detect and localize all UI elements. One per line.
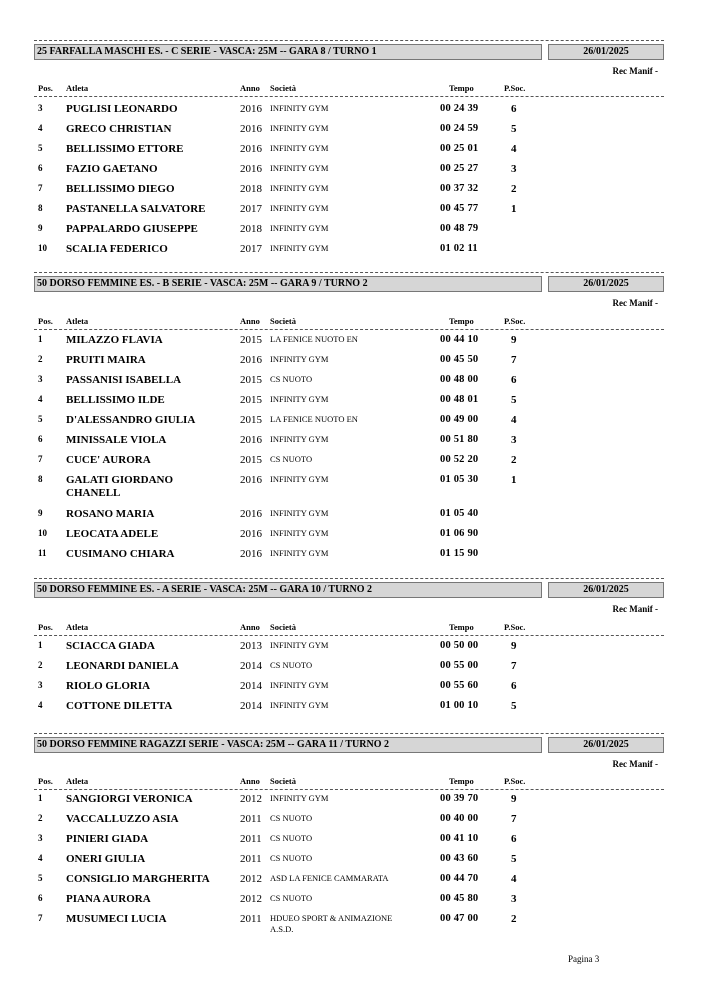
birth-year: 2015 [240,454,262,466]
pos: 7 [38,454,43,464]
time: 00 24 39 [440,103,479,114]
athlete-name: VACCALLUZZO ASIA [66,813,179,825]
athlete-name: SCIACCA GIADA [66,640,155,652]
points: 7 [511,660,517,672]
col-psoc: P.Soc. [504,622,526,632]
club: INFINITY GYM [270,183,329,193]
time: 00 47 00 [440,913,479,924]
birth-year: 2012 [240,793,262,805]
birth-year: 2014 [240,700,262,712]
club: LA FENICE NUOTO EN [270,334,358,344]
time: 00 50 00 [440,640,479,651]
birth-year: 2011 [240,853,262,865]
pos: 1 [38,793,43,803]
points: 2 [511,913,517,925]
club: INFINITY GYM [270,640,329,650]
rec-manif: Rec Manif - [612,759,658,769]
points: 6 [511,680,517,692]
page-number: Pagina 3 [568,954,600,964]
athlete-name: SANGIORGI VERONICA [66,793,193,805]
birth-year: 2015 [240,394,262,406]
athlete-name: MILAZZO FLAVIA [66,334,163,346]
points: 5 [511,700,517,712]
birth-year: 2016 [240,143,262,155]
col-tempo: Tempo [449,776,474,786]
birth-year: 2018 [240,223,262,235]
pos: 7 [38,183,43,193]
time: 00 40 00 [440,813,479,824]
birth-year: 2016 [240,548,262,560]
pos: 6 [38,893,43,903]
athlete-name: ROSANO MARIA [66,508,155,520]
time: 00 24 59 [440,123,479,134]
col-tempo: Tempo [449,316,474,326]
divider [34,578,664,579]
event-date: 26/01/2025 [548,737,664,753]
athlete-name: FAZIO GAETANO [66,163,158,175]
event-title: 50 DORSO FEMMINE RAGAZZI SERIE - VASCA: 25M -- GARA 11 / TURNO 2 [34,737,542,753]
athlete-name: BELLISSIMO ILDE [66,394,165,406]
points: 4 [511,873,517,885]
col-pos: Pos. [38,622,53,632]
points: 5 [511,123,517,135]
club: INFINITY GYM [270,434,329,444]
birth-year: 2016 [240,163,262,175]
pos: 1 [38,640,43,650]
club: INFINITY GYM [270,203,329,213]
pos: 3 [38,833,43,843]
club: HDUEO SPORT & ANIMAZIONE A.S.D. [270,913,393,934]
points: 3 [511,163,517,175]
club: INFINITY GYM [270,508,329,518]
event-date: 26/01/2025 [548,582,664,598]
pos: 6 [38,163,43,173]
birth-year: 2016 [240,508,262,520]
athlete-name: PASTANELLA SALVATORE [66,203,206,215]
time: 00 25 01 [440,143,479,154]
athlete-name: ONERI GIULIA [66,853,146,865]
col-pos: Pos. [38,316,53,326]
rec-manif: Rec Manif - [612,604,658,614]
col-anno: Anno [240,622,260,632]
time: 00 55 60 [440,680,479,691]
pos: 3 [38,374,43,384]
time: 00 51 80 [440,434,479,445]
athlete-name: D'ALESSANDRO GIULIA [66,414,196,426]
club: CS NUOTO [270,893,313,903]
time: 00 43 60 [440,853,479,864]
pos: 11 [38,548,47,558]
points: 2 [511,183,517,195]
time: 00 37 32 [440,183,479,194]
points: 4 [511,414,517,426]
divider [34,272,664,273]
event-date: 26/01/2025 [548,276,664,292]
col-atleta: Atleta [66,316,89,326]
athlete-name: COTTONE DILETTA [66,700,173,712]
col-pos: Pos. [38,83,53,93]
points: 9 [511,793,517,805]
athlete-name: BELLISSIMO ETTORE [66,143,184,155]
club: INFINITY GYM [270,700,329,710]
time: 01 05 30 [440,474,479,485]
birth-year: 2015 [240,374,262,386]
club: INFINITY GYM [270,243,329,253]
pos: 8 [38,203,43,213]
time: 00 25 27 [440,163,479,174]
time: 00 55 00 [440,660,479,671]
col-anno: Anno [240,776,260,786]
time: 01 06 90 [440,528,479,539]
birth-year: 2011 [240,833,262,845]
birth-year: 2014 [240,660,262,672]
birth-year: 2016 [240,434,262,446]
time: 00 48 01 [440,394,479,405]
pos: 5 [38,414,43,424]
club: INFINITY GYM [270,123,329,133]
birth-year: 2018 [240,183,262,195]
club: INFINITY GYM [270,548,329,558]
points: 2 [511,454,517,466]
col-atleta: Atleta [66,622,89,632]
col-societa: Società [270,622,296,632]
col-psoc: P.Soc. [504,776,526,786]
athlete-name: PAPPALARDO GIUSEPPE [66,223,198,235]
athlete-name: CONSIGLIO MARGHERITA [66,873,210,885]
pos: 5 [38,873,43,883]
divider [34,96,664,97]
col-anno: Anno [240,316,260,326]
athlete-name: PINIERI GIADA [66,833,149,845]
birth-year: 2013 [240,640,262,652]
points: 7 [511,813,517,825]
club: INFINITY GYM [270,354,329,364]
birth-year: 2011 [240,913,262,925]
pos: 4 [38,123,43,133]
divider [34,329,664,330]
col-atleta: Atleta [66,776,89,786]
athlete-name: PASSANISI ISABELLA [66,374,182,386]
club: INFINITY GYM [270,103,329,113]
pos: 9 [38,508,43,518]
athlete-name: GRECO CHRISTIAN [66,123,172,135]
athlete-name: MUSUMECI LUCIA [66,913,167,925]
birth-year: 2012 [240,893,262,905]
time: 01 02 11 [440,243,478,254]
time: 01 15 90 [440,548,479,559]
club: CS NUOTO [270,833,313,843]
pos: 4 [38,853,43,863]
club: CS NUOTO [270,853,313,863]
divider [34,635,664,636]
pos: 3 [38,680,43,690]
event-title: 50 DORSO FEMMINE ES. - A SERIE - VASCA: 25M -- GARA 10 / TURNO 2 [34,582,542,598]
birth-year: 2016 [240,474,262,486]
birth-year: 2016 [240,354,262,366]
athlete-name: PRUITI MAIRA [66,354,146,366]
club: ASD LA FENICE CAMMARATA [270,873,389,883]
pos: 2 [38,354,43,364]
athlete-name: SCALIA FEDERICO [66,243,168,255]
col-societa: Società [270,83,296,93]
time: 00 49 00 [440,414,479,425]
club: CS NUOTO [270,813,313,823]
club: INFINITY GYM [270,394,329,404]
time: 00 45 80 [440,893,479,904]
rec-manif: Rec Manif - [612,66,658,76]
event-title: 50 DORSO FEMMINE ES. - B SERIE - VASCA: 25M -- GARA 9 / TURNO 2 [34,276,542,292]
athlete-name: LEONARDI DANIELA [66,660,179,672]
points: 6 [511,374,517,386]
birth-year: 2017 [240,243,262,255]
points: 9 [511,334,517,346]
time: 01 00 10 [440,700,479,711]
time: 00 45 77 [440,203,479,214]
birth-year: 2012 [240,873,262,885]
divider [34,733,664,734]
birth-year: 2017 [240,203,262,215]
col-psoc: P.Soc. [504,316,526,326]
athlete-name: CUSIMANO CHIARA [66,548,175,560]
club: INFINITY GYM [270,474,329,484]
pos: 2 [38,813,43,823]
time: 00 52 20 [440,454,479,465]
col-anno: Anno [240,83,260,93]
birth-year: 2016 [240,123,262,135]
points: 3 [511,893,517,905]
pos: 6 [38,434,43,444]
birth-year: 2016 [240,528,262,540]
points: 6 [511,833,517,845]
col-societa: Società [270,316,296,326]
athlete-name: RIOLO GLORIA [66,680,151,692]
col-psoc: P.Soc. [504,83,526,93]
points: 1 [511,203,517,215]
pos: 10 [38,528,47,538]
points: 9 [511,640,517,652]
rec-manif: Rec Manif - [612,298,658,308]
club: INFINITY GYM [270,528,329,538]
time: 00 44 70 [440,873,479,884]
time: 01 05 40 [440,508,479,519]
birth-year: 2016 [240,103,262,115]
birth-year: 2014 [240,680,262,692]
time: 00 39 70 [440,793,479,804]
event-date: 26/01/2025 [548,44,664,60]
birth-year: 2015 [240,334,262,346]
birth-year: 2011 [240,813,262,825]
time: 00 41 10 [440,833,479,844]
athlete-name: PUGLISI LEONARDO [66,103,178,115]
pos: 10 [38,243,47,253]
pos: 4 [38,700,43,710]
col-tempo: Tempo [449,83,474,93]
athlete-name: MINISSALE VIOLA [66,434,167,446]
athlete-name: GALATI GIORDANO CHANELL [66,474,174,499]
club: CS NUOTO [270,454,313,464]
club: INFINITY GYM [270,143,329,153]
points: 4 [511,143,517,155]
points: 1 [511,474,517,486]
points: 5 [511,853,517,865]
pos: 7 [38,913,43,923]
time: 00 48 00 [440,374,479,385]
col-tempo: Tempo [449,622,474,632]
pos: 9 [38,223,43,233]
event-title: 25 FARFALLA MASCHI ES. - C SERIE - VASCA: 25M -- GARA 8 / TURNO 1 [34,44,542,60]
club: LA FENICE NUOTO EN [270,414,358,424]
birth-year: 2015 [240,414,262,426]
time: 00 48 79 [440,223,479,234]
divider [34,40,664,41]
athlete-name: CUCE' AURORA [66,454,151,466]
pos: 1 [38,334,43,344]
club: CS NUOTO [270,660,313,670]
points: 7 [511,354,517,366]
athlete-name: PIANA AURORA [66,893,151,905]
col-atleta: Atleta [66,83,89,93]
club: INFINITY GYM [270,680,329,690]
col-pos: Pos. [38,776,53,786]
points: 6 [511,103,517,115]
points: 5 [511,394,517,406]
club: INFINITY GYM [270,163,329,173]
divider [34,789,664,790]
pos: 3 [38,103,43,113]
athlete-name: LEOCATA ADELE [66,528,159,540]
time: 00 44 10 [440,334,479,345]
pos: 4 [38,394,43,404]
points: 3 [511,434,517,446]
pos: 5 [38,143,43,153]
pos: 8 [38,474,43,484]
athlete-name: BELLISSIMO DIEGO [66,183,175,195]
pos: 2 [38,660,43,670]
time: 00 45 50 [440,354,479,365]
club: INFINITY GYM [270,223,329,233]
club: CS NUOTO [270,374,313,384]
club: INFINITY GYM [270,793,329,803]
col-societa: Società [270,776,296,786]
